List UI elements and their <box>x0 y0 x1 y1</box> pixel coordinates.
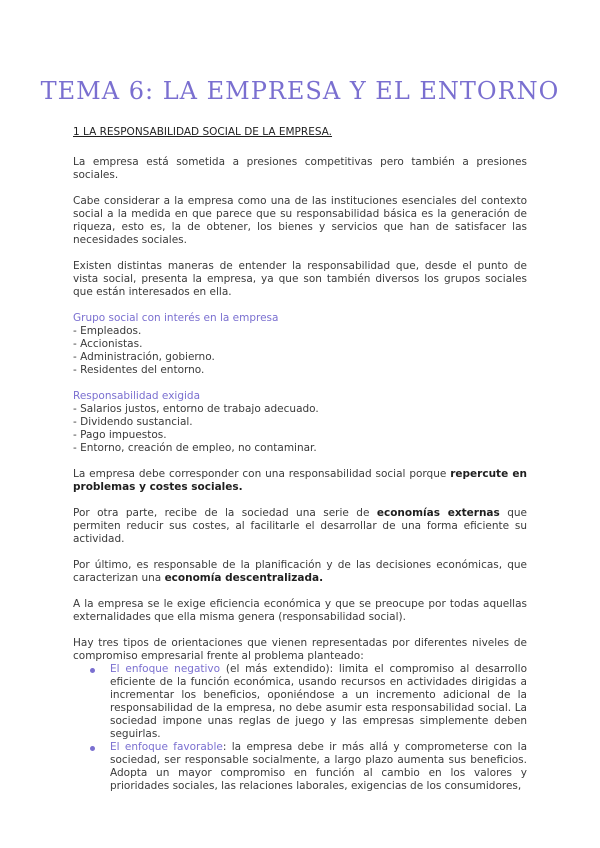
section-heading: 1 LA RESPONSABILIDAD SOCIAL DE LA EMPRESA. <box>73 126 333 138</box>
bullet-dot-icon <box>90 746 95 751</box>
document-body <box>73 126 527 793</box>
paragraph: Cabe considerar a la empresa como una de las instituciones esenciales del contexto social a la medida en que parece que su responsabilidad básica es la generación de riqueza, esto es, la de obtener, los bienes y servicios que han de satisfacer las necesidades sociales. <box>73 195 527 246</box>
bullet-text: : la empresa debe ir más allá y comprometerse con la sociedad, ser responsable socialmente, a largo plazo aumenta sus beneficios. Adopta un mayor compromiso en función al cambio en los valores y prioridades sociales, las relaciones laborales, exigencias de los consumidores, <box>110 741 528 792</box>
bullet-dot-icon <box>90 668 95 673</box>
list-item: - Administración, gobierno. <box>73 351 215 363</box>
bullet-text: (el más extendido): limita el compromiso al desarrollo eficiente de la función económica, usando recursos en actividades dirigidas a incrementar los beneficios, oponiéndose a un incremento adicional de la responsabilidad de la empresa, no debe asumir esta responsabilidad social. La sociedad impone unas reglas de juego y las empresas simplemente deben seguirlas. <box>110 663 527 740</box>
bold-text: economías externas <box>376 507 500 519</box>
paragraph: A la empresa se le exige eficiencia económica y que se preocupe por todas aquellas externalidades que ella misma genera (responsabilidad social). <box>73 598 527 623</box>
group-interest-list <box>73 312 527 377</box>
list-item: - Entorno, creación de empleo, no contaminar. <box>73 442 317 454</box>
paragraph: Hay tres tipos de orientaciones que vienen representadas por diferentes niveles de compromiso empresarial frente al problema planteado: <box>73 637 527 662</box>
paragraph: La empresa está sometida a presiones competitivas pero también a presiones sociales. <box>73 156 527 181</box>
paragraph-economias <box>73 507 527 546</box>
bullet-item <box>73 663 527 741</box>
paragraph-text: Por otra parte, recibe de la sociedad una serie de <box>73 507 377 519</box>
bold-text: economía descentralizada. <box>164 572 324 584</box>
bullet-label: El enfoque negativo <box>110 663 221 675</box>
page-title: TEMA 6: LA EMPRESA Y EL ENTORNO <box>40 77 560 105</box>
paragraph: Existen distintas maneras de entender la responsabilidad que, desde el punto de vista social, presenta la empresa, ya que son también diversos los grupos sociales que están interesados en ella. <box>73 260 527 298</box>
list-item: - Dividendo sustancial. <box>73 416 193 428</box>
responsibility-list <box>73 390 527 455</box>
list-item: - Empleados. <box>73 325 142 337</box>
paragraph-text: Por último, es responsable de la planificación y de las decisiones económicas, que caracterizan una <box>73 559 527 584</box>
paragraph-repercute <box>73 468 527 494</box>
list-item: - Accionistas. <box>73 338 143 350</box>
bullet-label: El enfoque favorable <box>110 741 223 753</box>
paragraph-text: La empresa debe corresponder con una responsabilidad social porque <box>73 468 451 480</box>
group-interest-title: Grupo social con interés en la empresa <box>73 312 279 324</box>
bullet-item <box>73 741 527 793</box>
paragraph-descentralizada <box>73 559 527 585</box>
paragraph-text: que permiten reducir sus costes, al facilitarle el desarrollar de una forma eficiente su actividad. <box>73 507 527 545</box>
orientations-list <box>73 663 527 793</box>
list-item: - Salarios justos, entorno de trabajo adecuado. <box>73 403 319 415</box>
responsibility-title: Responsabilidad exigida <box>73 390 201 402</box>
list-item: - Residentes del entorno. <box>73 364 205 376</box>
bold-text: repercute en problemas y costes sociales. <box>73 468 527 493</box>
list-item: - Pago impuestos. <box>73 429 167 441</box>
